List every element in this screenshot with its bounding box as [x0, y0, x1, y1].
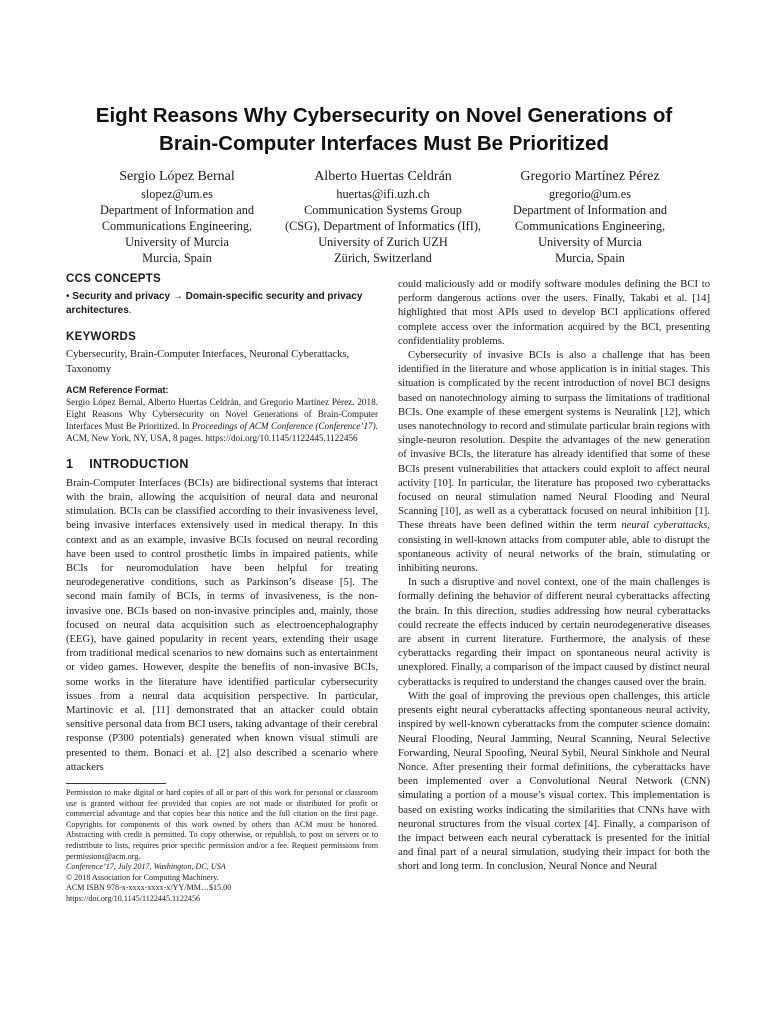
ccs-concepts: [66, 290, 378, 318]
section-title: INTRODUCTION: [89, 456, 189, 471]
section-number: 1: [66, 456, 74, 471]
paper-title: [40, 102, 728, 158]
doi-link[interactable]: https://doi.org/10.1145/1122445.1122456: [66, 894, 201, 904]
copyright-line: © 2018 Association for Computing Machinery.: [66, 872, 219, 882]
author-affiliation: Communication Systems Group: [304, 203, 462, 217]
author-email[interactable]: huertas@ifi.uzh.ch: [336, 187, 430, 201]
acm-ref-part: ACM, New York, NY, USA, 8 pages. https://doi.org/10.1145/1122445.1122456: [66, 433, 358, 444]
acm-reference-heading: ACM Reference Format:: [66, 384, 169, 395]
author-affiliation: Communications Engineering,: [514, 219, 666, 233]
title-line-1: Eight Reasons Why Cybersecurity on Novel Generations of: [95, 104, 673, 127]
acm-ref-venue: Proceedings of ACM Conference (Conference’17).: [191, 421, 378, 432]
ccs-end: .: [128, 305, 132, 317]
body-paragraph: [398, 349, 710, 576]
author-affiliation: Communications Engineering,: [101, 219, 253, 233]
author-email[interactable]: gregorio@um.es: [548, 187, 631, 201]
author-name: Sergio López Bernal: [119, 169, 235, 184]
body-paragraph: In such a disruptive and novel context, one of the main challenges is formally defining the behavior of different neural cyberattacks affecting the brain. In this direction, studies addressing how neural cyberattacks could recreate the effects induced by certain neurodegenerative diseases are absent in current literature. Furthermore, the analysis of these cyberattacks regarding their impact on spontaneous neural activity is unexplored. Finally, a comparison of the impact caused by distinct neural cyberattacks is required to understand the changes caused over the brain.: [398, 577, 710, 688]
paragraph-text: Cybersecurity of invasive BCIs is also a challenge that has been identified in the literature and whose application is in initial stages. This situation is complicated by the recent introduction of novel BCI designs based on nanotechnology aiming to surpass the limitations of traditional BCIs. One example of these emergent systems is Neuralink [12], which uses nanotechnology to record and stimulate particular brain regions with single-neuron resolution. Despite the advantages of the new generation of invasive BCIs, the literature has already identified that some of these BCIs present vulnerabilities that attackers could exploit to affect neural activity [10]. In particular, the literature has proposed two cyberattacks focused on neural stimulation named Neural Flooding and Neural Scanning [10], as well as a cyberattack focused on neural inhibition [1]. These threats have been defined within the term: [398, 350, 710, 532]
right-column: [398, 278, 710, 875]
title-line-2: Brain-Computer Interfaces Must Be Prioritized: [159, 132, 609, 155]
acm-ref-part: Sergio López Bernal, Alberto Huertas Celdrán, and Gregorio Martínez Pérez. 2018. Eight Reasons Why Cybersecurity on Novel Generations of Brain-Computer Interfaces Must Be Prioritized. In: [66, 396, 378, 432]
ccs-heading: CCS CONCEPTS: [66, 273, 161, 285]
conference-line: Conference’17, July 2017, Washington, DC, USA: [66, 862, 226, 872]
author-affiliation: Department of Information and: [513, 203, 667, 217]
paragraph-text: , consisting in well-known attacks from computer able, able to disrupt the spontaneous activity of neural networks of the brain, stimulating or inhibiting neurons.: [398, 520, 710, 575]
author-affiliation: Murcia, Spain: [555, 251, 625, 265]
intro-paragraph: Brain-Computer Interfaces (BCIs) are bidirectional systems that interact with the brain, allowing the acquisition of neural data and neuronal stimulation. BCIs can be classified according to their invasiveness level, being invasive interfaces extensively used in medical therapy. In this context and as an example, invasive BCIs focused on neural recording have been used to control prosthetic limbs in impaired patients, while BCIs for neuromodulation have been helpful for treating neurodegenerative conditions, such as Parkinson’s disease [5]. The second main family of BCIs, in terms of invasiveness, is the non-invasive one. BCIs based on non-invasive principles and, mainly, those focused on neural data acquisition such as electroencephalography (EEG), have gained popularity in recent years, extending their usage from traditional medical scenarios to new domains such as entertainment or video games. However, despite the benefits of non-invasive BCIs, some works in the literature have identified particular cybersecurity issues from a neural data acquisition perspective. In particular, Martinovic et al. [11] demonstrated that an attacker could obtain sensitive personal data from BCI users, taking advantage of their cerebral response (P300 potentials) generated when known visual stimuli are presented to them. Bonaci et al. [2] also described a scenario where attackers: [66, 477, 378, 773]
author-affiliation: University of Murcia: [538, 235, 642, 249]
bullet: •: [66, 291, 70, 303]
author-affiliation: (CSG), Department of Informatics (IfI),: [285, 219, 481, 233]
author-name: Gregorio Martínez Pérez: [520, 169, 660, 184]
author-affiliation: University of Murcia: [125, 235, 229, 249]
author-block-3: [475, 168, 705, 266]
ccs-text: Security and privacy → Domain-specific security and privacy architectures: [66, 291, 363, 317]
keywords-text: Cybersecurity, Brain-Computer Interfaces, Neuronal Cyberattacks, Taxonomy: [66, 349, 350, 375]
author-name: Alberto Huertas Celdrán: [314, 169, 452, 184]
introduction-heading: [66, 457, 378, 471]
author-block-1: [62, 168, 292, 266]
keywords-heading: KEYWORDS: [66, 331, 137, 344]
permission-text: Permission to make digital or hard copies of all or part of this work for personal or classroom use is granted without fee provided that copies are not made or distributed for profit or commercial advantage and that copies bear this notice and the full citation on the first page. Copyrights for components of this work owned by others than ACM must be honored. Abstracting with credit is permitted. To copy otherwise, or republish, to post on servers or to redistribute to lists, requires prior specific permission and/or a fee. Request permissions from permissions@acm.org.: [66, 788, 378, 861]
author-affiliation: Zürich, Switzerland: [334, 251, 432, 265]
author-affiliation: University of Zurich UZH: [318, 235, 448, 249]
footnote-rule: [66, 783, 166, 784]
acm-reference-text: [66, 396, 378, 445]
italic-term: neural cyberattacks: [621, 520, 708, 532]
permission-footnote: [66, 788, 378, 905]
author-affiliation: Department of Information and: [100, 203, 254, 217]
author-block-2: [268, 168, 498, 266]
isbn-line: ACM ISBN 978-x-xxxx-xxxx-x/YY/MM…$15.00: [66, 883, 232, 893]
left-column: [66, 272, 378, 905]
author-email[interactable]: slopez@um.es: [141, 187, 213, 201]
author-affiliation: Murcia, Spain: [142, 251, 212, 265]
body-paragraph: could maliciously add or modify software modules defining the BCI to perform dangerous actions over the users. Finally, Takabi et al. [14] highlighted that most APIs used to develop BCI applications offered complete access over the information acquired by the BCI, presenting confidentiality problems.: [398, 279, 710, 347]
body-paragraph: With the goal of improving the previous open challenges, this article presents eight neural cyberattacks affecting spontaneous neural activity, inspired by well-known cyberattacks from the computer science domain: Neural Flooding, Neural Jamming, Neural Scanning, Neural Selective Forwarding, Neural Spoofing, Neural Sybil, Neural Sinkhole and Neural Nonce. After presenting their formal definitions, the cyberattacks have been implemented over a Convolutional Neural Network (CNN) simulating a portion of a mouse’s visual cortex. This implementation is based on existing works indicating the similarities that CNNs have with neuronal structures from the visual cortex [4]. Finally, a comparison of the impact between each neural cyberattack is presented for the initial and final part of a neural simulation, studying their impact for both the short and long term. In conclusion, Neural Nonce and Neural: [398, 690, 710, 873]
